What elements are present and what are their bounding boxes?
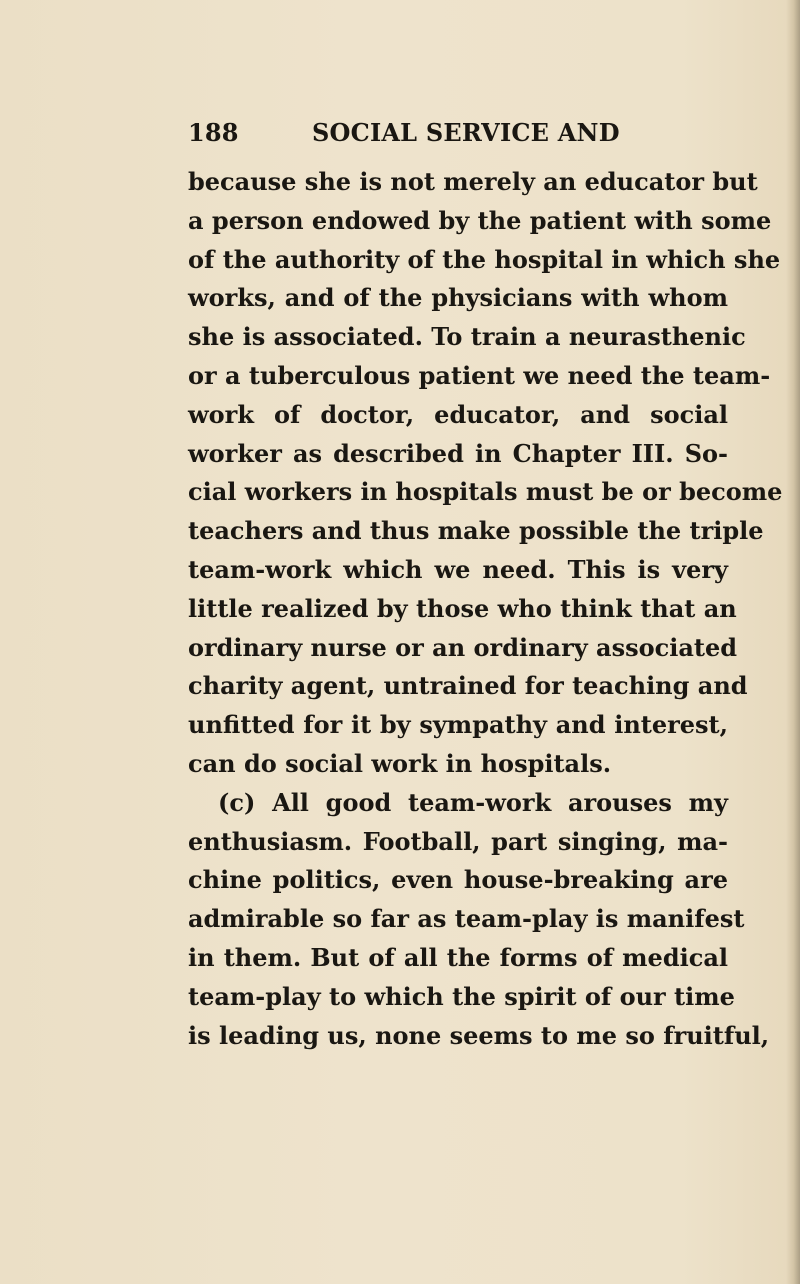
page-number: 188	[188, 118, 239, 147]
text-line: work of doctor, educator, and social	[188, 399, 728, 429]
page-header	[188, 118, 620, 152]
text-line: chine politics, even house-breaking are	[188, 865, 728, 895]
text-line: little realized by those who think that an	[188, 593, 737, 623]
text-line: charity agent, untrained for teaching and	[188, 671, 748, 701]
page-edge-shadow	[786, 0, 800, 1284]
text-line: a person endowed by the patient with some	[188, 205, 772, 235]
text-line: (c) All good team-work arouses my	[218, 787, 728, 817]
text-line: admirable so far as team-play is manifest	[188, 904, 745, 934]
text-line: unfitted for it by sympathy and interest,	[188, 710, 728, 740]
running-head: SOCIAL SERVICE AND	[312, 118, 620, 147]
text-line: in them. But of all the forms of medical	[188, 942, 728, 972]
text-line: she is associated. To train a neurasthenic	[188, 322, 746, 352]
text-line: teachers and thus make possible the triple	[188, 516, 764, 546]
text-line: because she is not merely an educator but	[188, 167, 758, 196]
body-text	[188, 163, 783, 1055]
text-line: or a tuberculous patient we need the team-	[188, 360, 771, 390]
text-line: team-play to which the spirit of our time	[188, 981, 735, 1011]
text-line: ordinary nurse or an ordinary associated	[188, 632, 738, 662]
text-line: cial workers in hospitals must be or become	[188, 477, 783, 507]
text-line: enthusiasm. Football, part singing, ma-	[188, 826, 728, 856]
text-line: worker as described in Chapter III. So-	[188, 438, 728, 468]
text-line: can do social work in hospitals.	[188, 748, 612, 778]
text-line: of the authority of the hospital in which she	[188, 244, 781, 274]
text-line: works, and of the physicians with whom	[188, 283, 728, 313]
text-line: is leading us, none seems to me so fruitful,	[188, 1020, 770, 1050]
text-line: team-work which we need. This is very	[188, 554, 728, 584]
